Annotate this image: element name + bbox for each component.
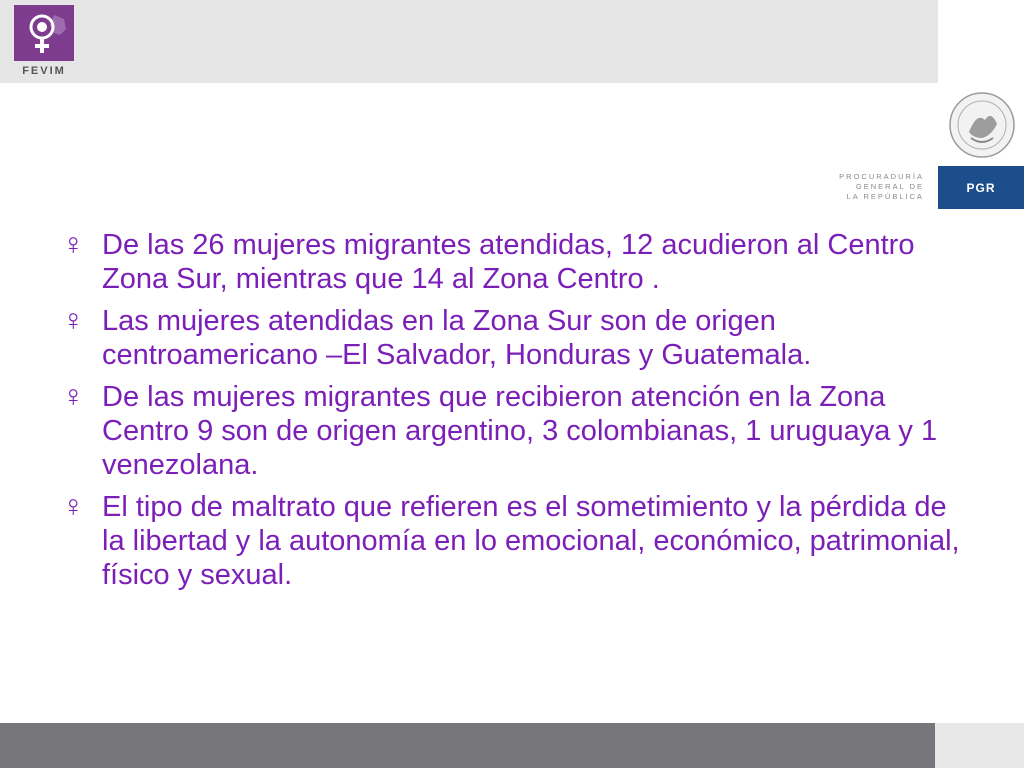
list-item: [62, 304, 974, 372]
header-right-panel: [938, 0, 1024, 83]
female-symbol-icon: ♀: [62, 228, 85, 261]
female-symbol-icon: ♀: [62, 304, 85, 337]
list-item: [62, 490, 974, 592]
bullet-list: [62, 228, 974, 600]
agency-name-line: GENERAL DE: [855, 182, 924, 191]
list-item-text: Las mujeres atendidas en la Zona Sur son de origen centroamericano –El Salvador, Honduras y Guatemala.: [102, 305, 812, 371]
fevim-emblem-icon: [14, 5, 74, 61]
agency-name-line: PROCURADURÍA: [839, 172, 924, 181]
list-item-text: De las 26 mujeres migrantes atendidas, 12 acudieron al Centro Zona Sur, mientras que 14 al Zona Centro .: [102, 229, 915, 295]
list-item-text: De las mujeres migrantes que recibieron atención en la Zona Centro 9 son de origen argentino, 3 colombianas, 1 uruguaya y 1 venezolana.: [102, 381, 938, 481]
mexico-seal-icon: [947, 90, 1017, 160]
header-band: [0, 0, 938, 83]
list-item: [62, 380, 974, 482]
list-item: [62, 228, 974, 296]
footer-band: [0, 723, 935, 768]
pgr-badge-label: PGR: [966, 180, 996, 195]
female-symbol-icon: ♀: [62, 490, 85, 523]
pgr-badge: [938, 166, 1024, 209]
fevim-logo: [14, 5, 74, 77]
agency-name-line: LA REPÚBLICA: [846, 192, 924, 201]
list-item-text: El tipo de maltrato que refieren es el sometimiento y la pérdida de la libertad y la autonomía en lo emocional, económico, patrimonial, físico y sexual.: [102, 491, 960, 591]
footer-corner: [935, 723, 1024, 768]
agency-name: [820, 172, 924, 202]
fevim-logo-text: FEVIM: [22, 65, 66, 77]
female-symbol-icon: ♀: [62, 380, 85, 413]
